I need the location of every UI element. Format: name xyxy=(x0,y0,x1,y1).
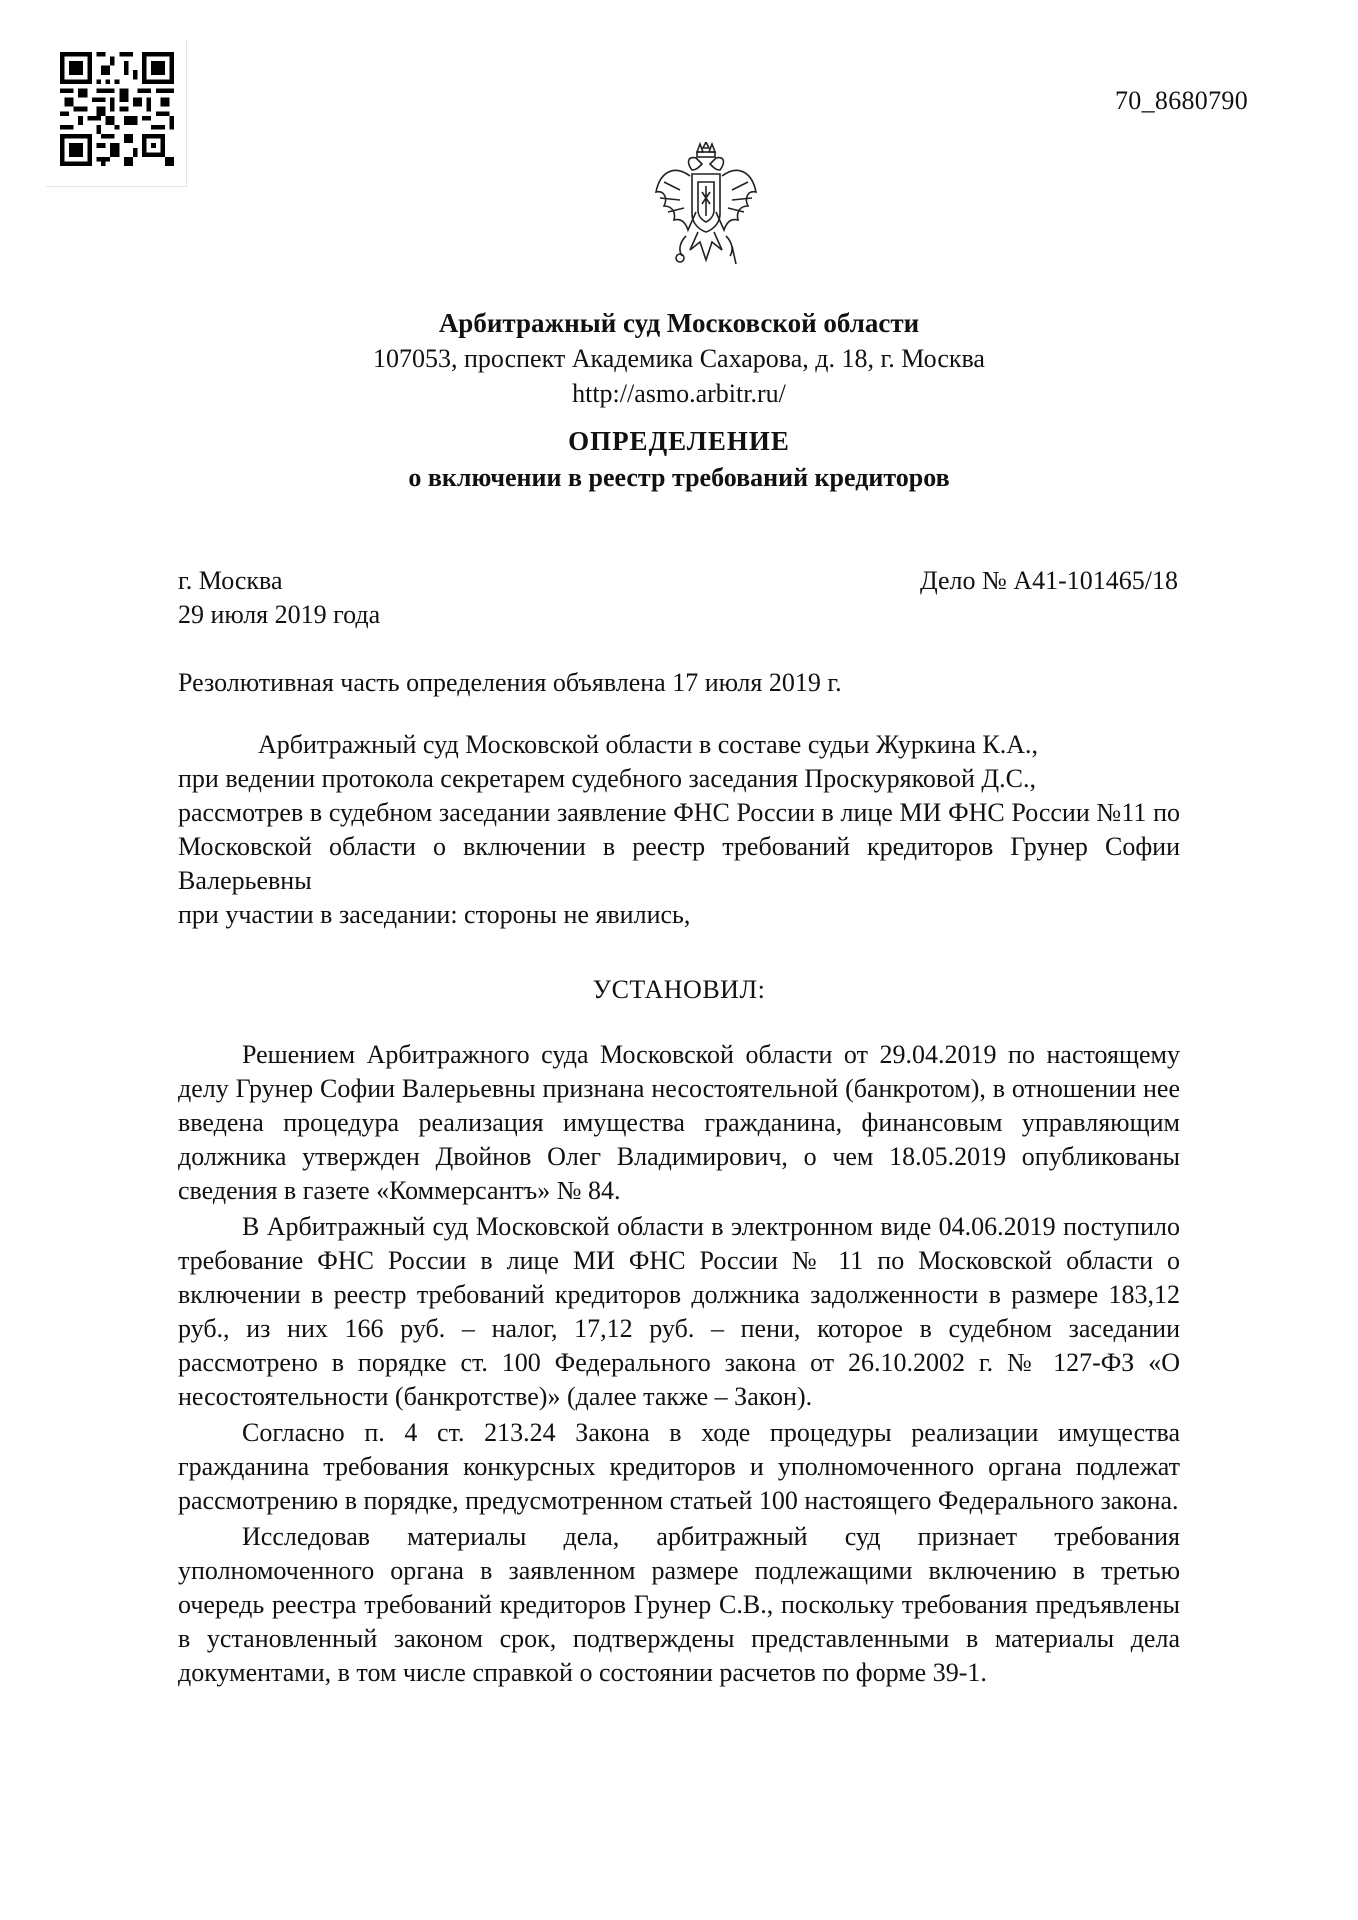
court-address: 107053, проспект Академика Сахарова, д. 18, г. Москва xyxy=(373,344,985,373)
intro-line: при участии в заседании: стороны не явились, xyxy=(178,900,691,929)
body-text xyxy=(178,1038,1180,1692)
document-date: 29 июля 2019 года xyxy=(178,600,381,629)
qr-code-icon xyxy=(60,52,174,166)
intro-line: при ведении протокола секретарем судебного заседания Проскуряковой Д.С., xyxy=(178,764,1037,793)
intro-line: рассмотрев в судебном заседании заявление ФНС России в лице МИ ФНС России №11 по Московской области о включении в реестр требований кредиторов Грунер Софии Валерьевны xyxy=(178,798,1180,895)
court-website: http://asmo.arbitr.ru/ xyxy=(572,379,786,408)
court-name: Арбитражный суд Московской области xyxy=(438,308,920,338)
document-subtitle: о включении в реестр требований кредиторов xyxy=(408,463,950,492)
document-id: 70_8680790 xyxy=(1115,86,1248,115)
document-city: г. Москва xyxy=(178,566,283,595)
established-heading: УСТАНОВИЛ: xyxy=(592,975,766,1004)
body-paragraph: В Арбитражный суд Московской области в электронном виде 04.06.2019 поступило требование ФНС России в лице МИ ФНС России № 11 по Московской области о включении в реестр требований кредиторов должника задолженности в размере 183,12 руб., из них 166 руб. – налог, 17,12 руб. – пени, которое в судебном заседании рассмотрено в порядке ст. 100 Федерального закона от 26.10.2002 г. № 127-ФЗ «О несостоятельности (банкротстве)» (далее также – Закон). xyxy=(178,1212,1180,1411)
intro-block xyxy=(178,728,1180,932)
body-paragraph: Решением Арбитражного суда Московской области от 29.04.2019 по настоящему делу Грунер Софии Валерьевны признана несостоятельной (банкротом), в отношении нее введена процедура реализация имущества гражданина, финансовым управляющим должника утвержден Двойнов Олег Владимирович, о чем 18.05.2019 опубликованы сведения в газете «Коммерсантъ» № 84. xyxy=(178,1040,1180,1205)
intro-line: Арбитражный суд Московской области в составе судьи Журкина К.А., xyxy=(258,730,1039,759)
resolution-note: Резолютивная часть определения объявлена 17 июля 2019 г. xyxy=(178,668,842,697)
body-paragraph: Согласно п. 4 ст. 213.24 Закона в ходе процедуры реализации имущества гражданина требования конкурсных кредиторов и уполномоченного органа подлежат рассмотрению в порядке, предусмотренном статьей 100 настоящего Федерального закона. xyxy=(178,1418,1180,1515)
body-paragraph: Исследовав материалы дела, арбитражный суд признает требования уполномоченного органа в заявленном размере подлежащими включению в третью очередь реестра требований кредиторов Грунер С.В., поскольку требования предъявлены в установленный законом срок, подтверждены представленными в материалы дела документами, в том числе справкой о состоянии расчетов по форме 39-1. xyxy=(178,1522,1180,1687)
document-title: ОПРЕДЕЛЕНИЕ xyxy=(568,426,790,456)
case-number: Дело № А41-101465/18 xyxy=(919,566,1178,595)
russian-coat-of-arms-icon xyxy=(650,142,762,270)
